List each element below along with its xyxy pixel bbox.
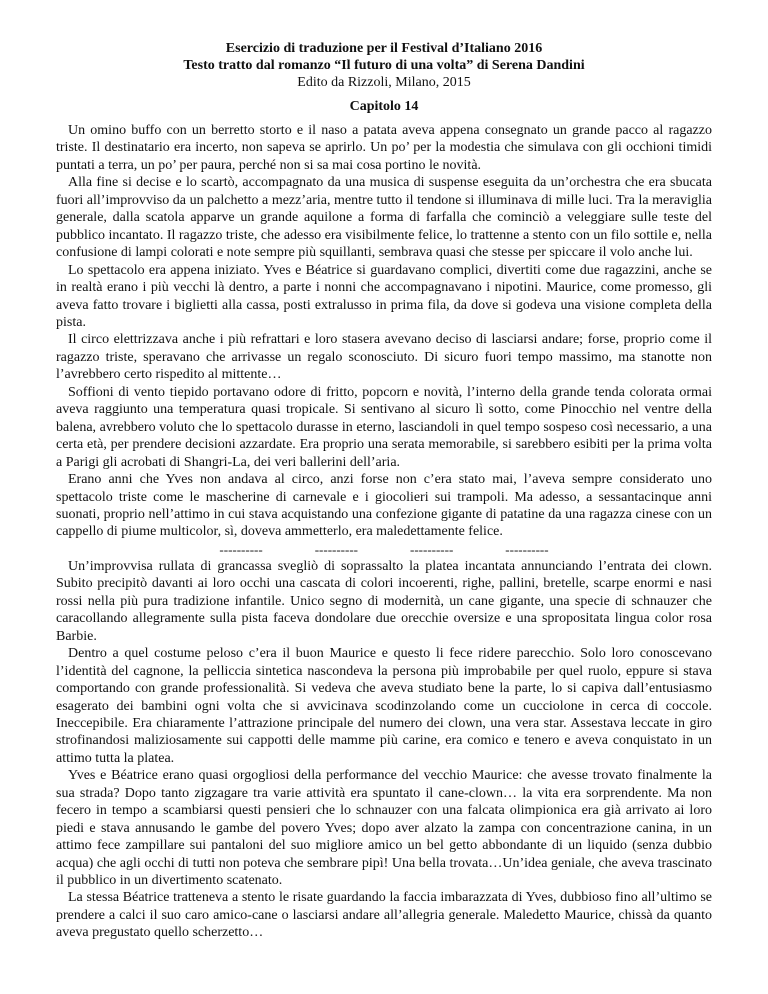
paragraph: Il circo elettrizzava anche i più refrattari e loro stasera avevano deciso di lasciarsi andare; forse, proprio come il ragazzo triste, speravano che arrivasse un regalo sconosciuto. Di sicuro fuori tempo massimo, ma stanotte non l’avrebbero certo rispedito al mittente…	[56, 332, 712, 383]
paragraph: Un omino buffo con un berretto storto e il naso a patata aveva appena consegnato un grande pacco al ragazzo triste. Il destinatario era incerto, non sapeva se aprirlo. Un po’ per la modestia che simulava con gli occhioni timidi puntati a terra, un po’ per paura, perché non si sa mai cosa portino le novità.	[56, 123, 712, 173]
paragraph: La stessa Béatrice tratteneva a stento le risate guardando la faccia imbarazzata di Yves, dubbioso fino all’ultimo se prendere a calci il suo caro amico-cane o lasciarsi andare all’allegria generale. Maledetto Maurice, chissà da quanto aveva pregustato quello scherzetto…	[56, 890, 712, 941]
header-title: Esercizio di traduzione per il Festival d’Italiano 2016	[225, 41, 543, 56]
header-subtitle: Testo tratto dal romanzo “Il futuro di una volta” di Serena Dandini	[183, 58, 585, 73]
separator-dashes: ----------	[314, 541, 358, 557]
document-header	[56, 40, 712, 91]
paragraph: Un’improvvisa rullata di grancassa svegliò di soprassalto la platea incantata annunciando l’entrata dei clown. Subito precipitò davanti ai loro occhi una cascata di colori incoerenti, righe, pallini, bretelle, scarpe enormi e nasi rossi nella più pura tradizione infantile. Unico segno di modernità, un cane gigante, una specie di schnauzer che caracollando allegramente sulla pista faceva dondolare due orecchie oversize e una spropositata lingua color rosa Barbie.	[56, 558, 712, 644]
text-body-part2	[56, 558, 712, 942]
paragraph: Lo spettacolo era appena iniziato. Yves e Béatrice si guardavano complici, divertiti come due ragazzini, anche se in realtà erano i più vecchi là dentro, a parte i nonni che accompagnavano i nipotini. Maurice, come promesso, gli aveva fatto trovare i biglietti alla cassa, posti extralusso in prima fila, da dove si godeva una visione completa della pista.	[56, 262, 712, 330]
text-body-part1	[56, 122, 712, 541]
chapter-title: Capitolo 14	[349, 99, 419, 114]
separator-dashes: ----------	[505, 541, 549, 557]
header-publisher: Edito da Rizzoli, Milano, 2015	[297, 75, 471, 90]
section-separator	[56, 541, 712, 558]
paragraph: Dentro a quel costume peloso c’era il buon Maurice e questo li fece ridere parecchio. Solo loro conoscevano l’identità del cagnone, la pelliccia sintetica nascondeva la persona più improbabile per quel ruolo, eppure si stava comportando con grande professionalità. Si vedeva che aveva studiato bene la parte, lo si capiva dall’entusiasmo esagerato dei bambini ogni volta che si avvicinava scodinzolando come un cucciolone in cerca di coccole. Ineccepibile. Era chiaramente l’attrazione principale del numero dei clown, una vera star. Assestava leccate in giro strofinandosi maliziosamente sui cappotti delle mamme più carine, era comico e tenero e aveva conquistato in un attimo tutta la platea.	[56, 646, 712, 766]
separator-dashes: ----------	[410, 541, 454, 557]
paragraph: Alla fine si decise e lo scartò, accompagnato da una musica di suspense eseguita da un’orchestra che era sbucata fuori all’improvviso da un palchetto a mezz’aria, mentre tutto il tendone si illuminava di mille luci. Tra la meraviglia generale, dalla scatola apparve un grande aquilone a forma di farfalla che cominciò a veleggiare sulle teste del pubblico incantato. Il ragazzo triste, che adesso era visibilmente felice, lo trattenne a stento con un filo sottile e, nella confusione di lampi colorati e note sempre più squillanti, sembrava quasi che stesse per spiccare il volo anche lui.	[56, 175, 712, 261]
separator-dashes: ----------	[219, 541, 263, 557]
paragraph: Soffioni di vento tiepido portavano odore di fritto, popcorn e novità, l’interno della grande tenda colorata ormai aveva raggiunto una temperatura quasi tropicale. Si sentivano al sicuro lì sotto, come Pinocchio nel ventre della balena, avrebbero voluto che lo spettacolo durasse in eterno, lasciandoli in quel tempo sospeso così necessario, a una certa età, per prendere decisioni azzardate. Era proprio una serata memorabile, si sarebbero esibiti per la prima volta a Parigi gli acrobati di Shangri-La, dei veri ballerini dell’aria.	[56, 384, 712, 470]
paragraph: Erano anni che Yves non andava al circo, anzi forse non c’era stato mai, l’aveva sempre considerato uno spettacolo triste come le mascherine di carnevale e i giocolieri sui trampoli. Ma adesso, a sessantacinque anni suonati, proprio nell’attimo in cui stava acquistando una confezione gigante di patatine da una ragazza cinese con un cappello di piume multicolor, sì, doveva ammetterlo, era maledettamente felice.	[56, 472, 712, 540]
paragraph: Yves e Béatrice erano quasi orgogliosi della performance del vecchio Maurice: che avesse trovato finalmente la sua strada? Dopo tanto zigzagare tra varie attività era spuntato il cane-clown… la vita era sorprendente. Ma non fecero in tempo a scambiarsi questi pensieri che lo schnauzer con una falcata olimpionica era già arrivato ai loro piedi e stava annusando le gambe del povero Yves; dopo aver alzato la zampa con concentrazione canina, in un attimo fece zampillare sui pantaloni del suo migliore amico un bel getto abbondante di un liquido (senza dubbio acqua) che agli occhi di tutti non poteva che sembrare pipì! Una bella trovata…Un’idea geniale, che aveva trascinato il pubblico in un divertimento scatenato.	[56, 768, 712, 889]
